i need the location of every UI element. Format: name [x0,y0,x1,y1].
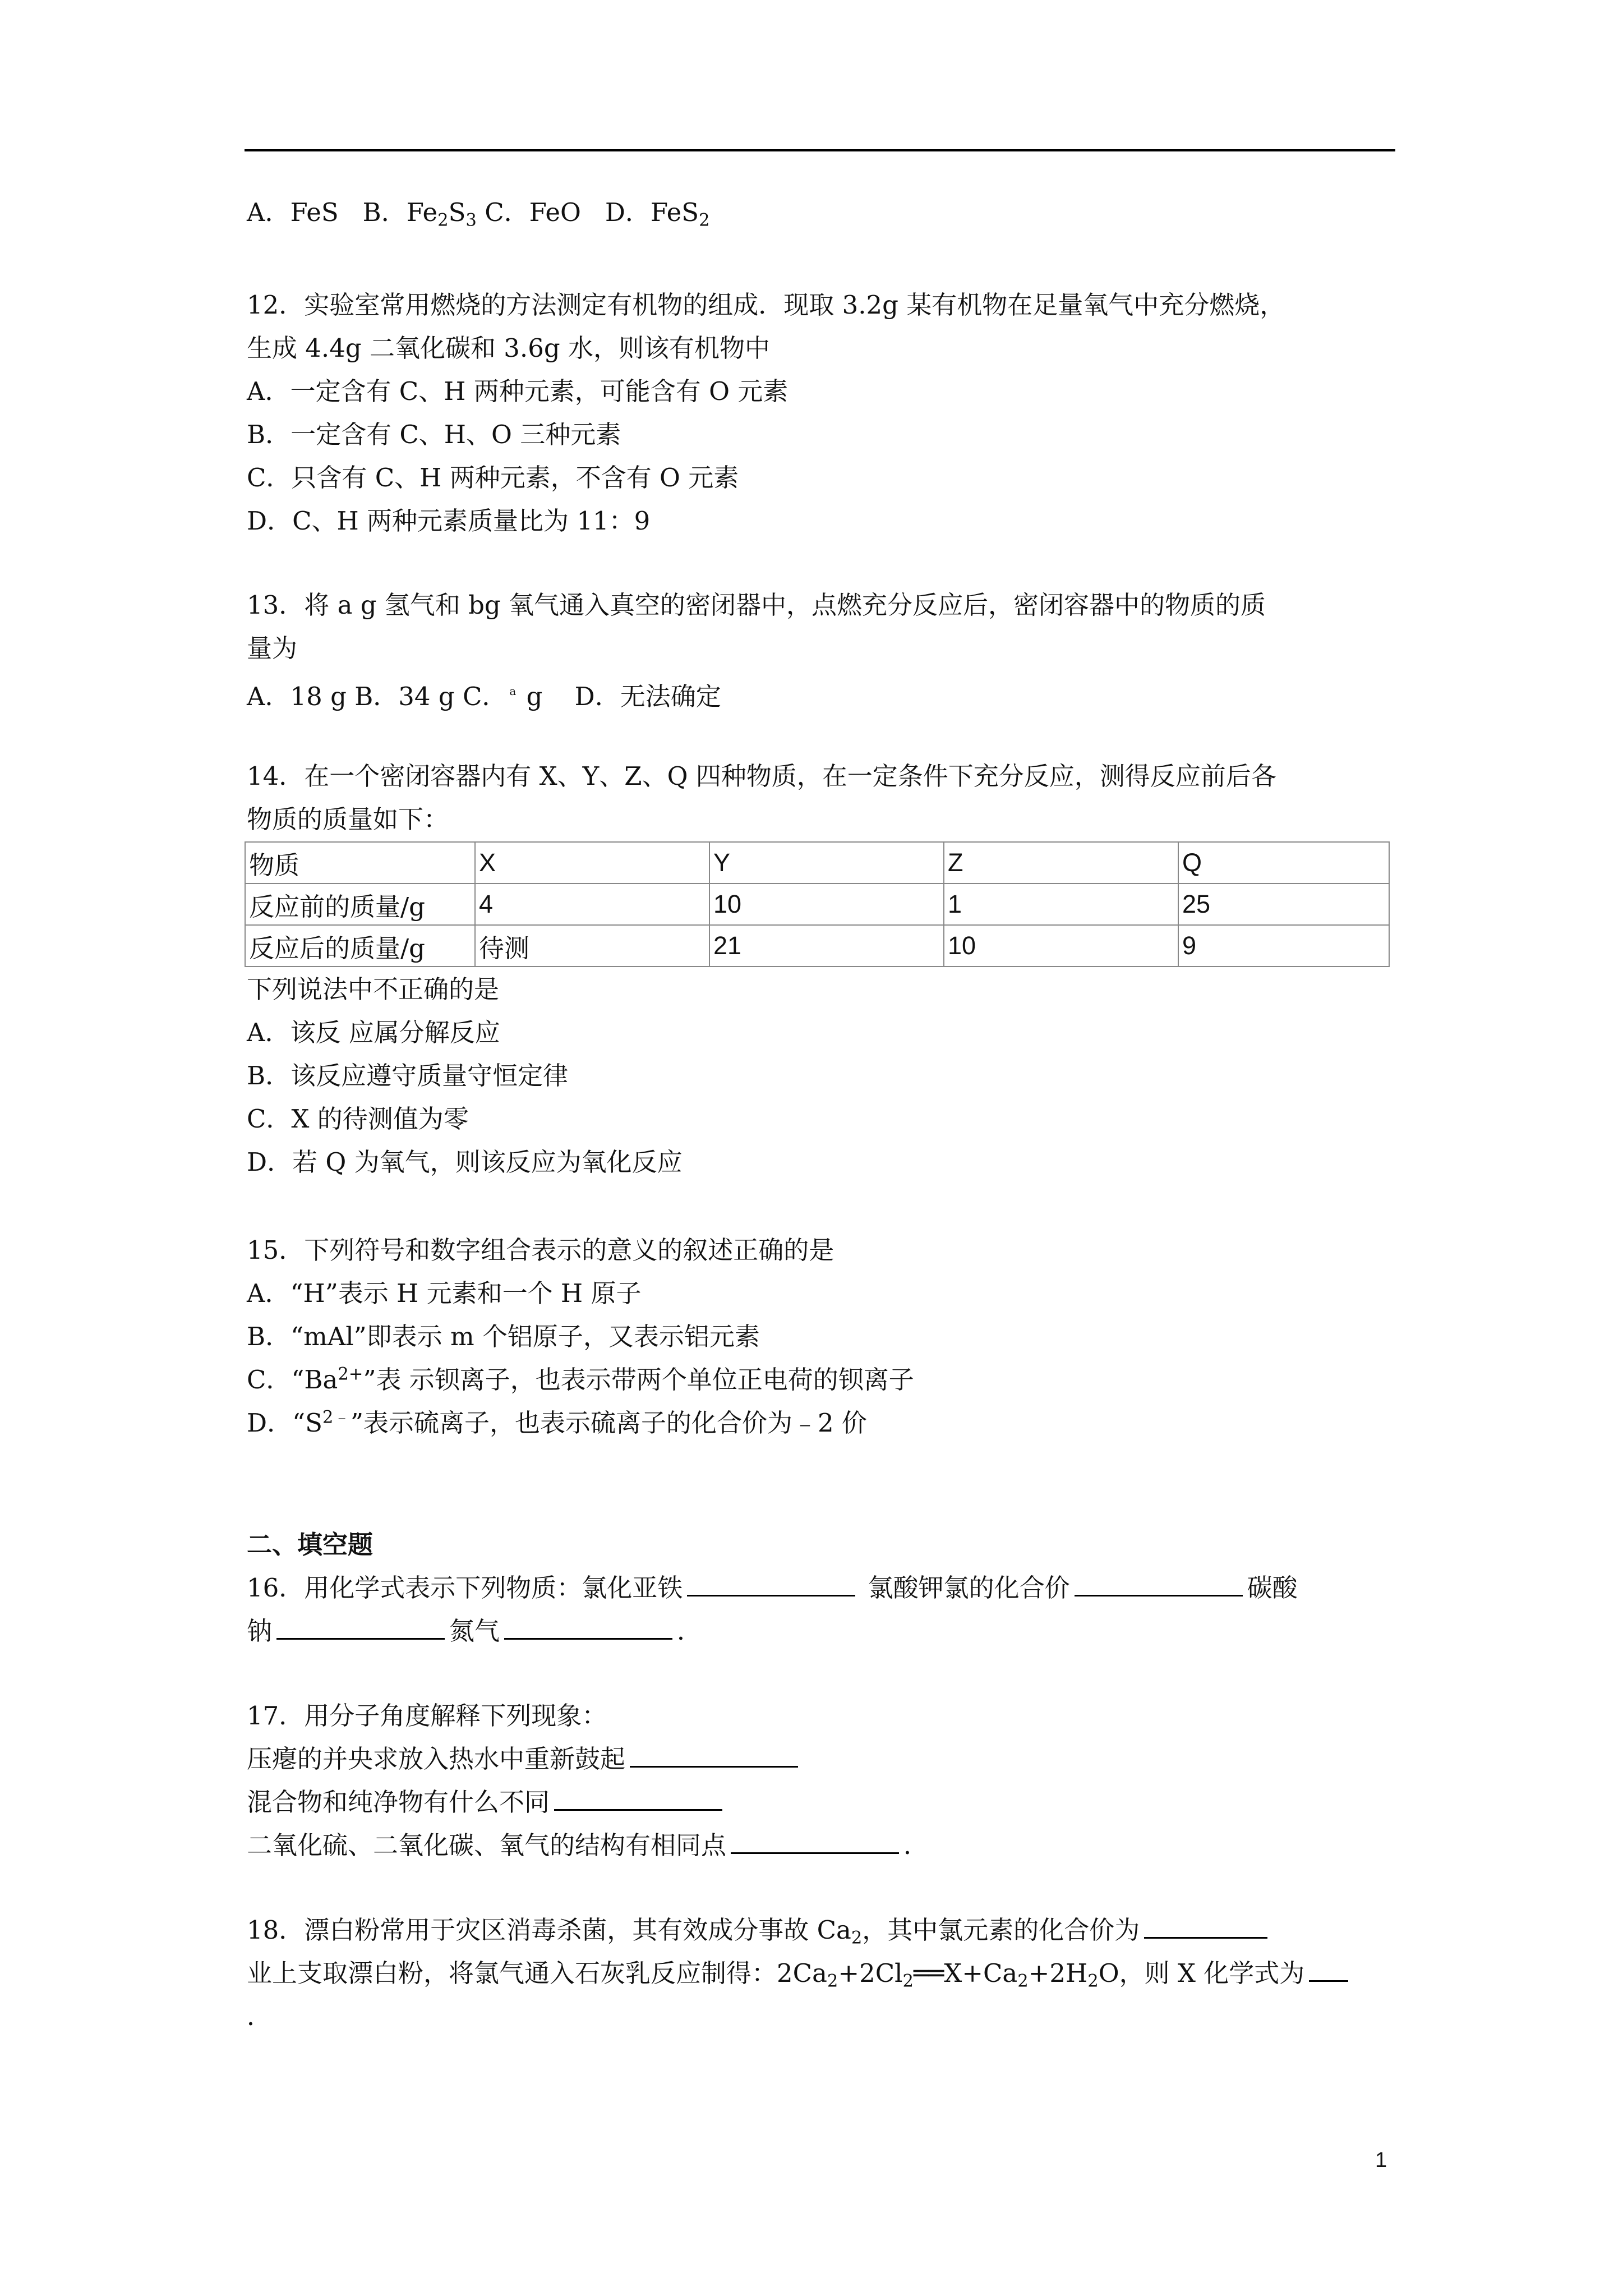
table-header-cell: 物质 [245,842,475,884]
question-13 [247,583,1402,713]
q11-options [247,191,1402,234]
table-cell: 25 [1178,884,1389,925]
question-12 [247,283,1402,542]
table-row [245,925,1389,967]
table-header-cell: Z [944,842,1178,884]
table-cell: 1 [944,884,1178,925]
table-cell: 10 [709,884,944,925]
q11-option-c: C．FeO [485,197,581,227]
q14-stem-line2: 物质的质量如下： [247,804,449,834]
q17-item-c: 二氧化硫、二氧化碳、氧气的结构有相同点 ． [247,1830,929,1860]
section-heading: 二、填空题 [247,1530,374,1559]
q11-option-a: A．FeS [247,197,339,227]
q12-stem-line2: 生成 4.4g 二氧化碳和 3.6g 水，则该有机物中 [247,333,770,363]
q14-option-a: A．该反 应属分解反应 [247,1018,500,1047]
header-rule [245,149,1395,151]
q18-line1: 18．漂白粉常用于灾区消毒杀菌，其有效成分事故 $Ca_2$，其中氯元素的化合价为 [247,1908,1402,1952]
answer-blank[interactable] [504,1617,672,1640]
q15-option-d: D．“$S^{2﹣}$”表示硫离子，也表示硫离子的化合价为﹣2 价 [247,1407,867,1438]
q12-option-c: C．只含有 C、H 两种元素，不含有 O 元素 [247,463,739,493]
q12-option-b: B．一定含有 C、H、O 三种元素 [247,420,621,449]
table-cell: 反应前的质量/g [245,884,475,925]
q18-line3: ． [247,2001,273,2031]
answer-blank[interactable] [630,1745,798,1768]
q14-option-d: D．若 Q 为氧气，则该反应为氧化反应 [247,1147,683,1177]
answer-blank[interactable] [1144,1916,1267,1939]
table-header-cell: Q [1178,842,1389,884]
question-14-stem [247,754,1402,841]
question-16 [247,1566,1402,1653]
answer-blank[interactable] [1075,1573,1243,1596]
table-cell: 待测 [475,925,709,967]
q13-options [247,670,1402,713]
answer-blank[interactable] [1309,1959,1348,1982]
table-row [245,884,1389,925]
q13-stem-line1: 13．将 a g 氢气和 bg 氧气通入真空的密闭器中，点燃充分反应后，密闭容器中的物质的质 [247,590,1266,620]
q11-option-b: B．$Fe_2S_3$ [362,197,477,231]
table-header-cell: Y [709,842,944,884]
q13-option-d: D．无法确定 [574,682,721,711]
table-cell: 21 [709,925,944,967]
q14-option-c: C．X 的待测值为零 [247,1104,469,1134]
question-14-options [247,968,1402,1184]
q18-line2: 业上支取漂白粉，将氯气通入石灰乳反应制得：$2Ca_2+2Cl_2══X+Ca_2+2H_2O$，则 X 化学式为 [247,1952,1402,1995]
q14-option-b: B．该反应遵守质量守恒定律 [247,1061,569,1091]
q14-stem-line1: 14．在一个密闭容器内有 X、Y、Z、Q 四种物质，在一定条件下充分反应，测得反应前后各 [247,761,1276,791]
q16-line2: 钠 氮气 ． [247,1616,703,1646]
q13-option-c: C． a g [462,682,543,711]
q15-option-b: B．“mAl”即表示 m 个铝原子，又表示铝元素 [247,1322,760,1351]
question-15 [247,1228,1402,1444]
q17-item-b: 混合物和纯净物有什么不同 [247,1780,1402,1824]
q15-option-c: C．“$Ba^{2+}$”表 示钡离子，也表示带两个单位正电荷的钡离子 [247,1364,914,1395]
table-cell: 反应后的质量/g [245,925,475,967]
q15-stem: 15．下列符号和数字组合表示的意义的叙述正确的是 [247,1235,834,1265]
q12-stem-line1: 12．实验室常用燃烧的方法测定有机物的组成．现取 3.2g 某有机物在足量氧气中充分燃烧， [247,290,1285,320]
q11-option-d: D．FeS$_2$ [605,197,710,231]
answer-blank[interactable] [731,1831,899,1854]
table-header-cell: X [475,842,709,884]
q14-prompt: 下列说法中不正确的是 [247,974,500,1004]
answer-blank[interactable] [276,1617,445,1640]
q17-item-a: 压瘪的并央求放入热水中重新鼓起 [247,1737,1402,1780]
table-cell: 9 [1178,925,1389,967]
q17-stem: 17．用分子角度解释下列现象： [247,1701,607,1731]
question-17 [247,1694,1402,1867]
q15-option-a: A．“H”表示 H 元素和一个 H 原子 [247,1278,642,1308]
q16-line1: 16．用化学式表示下列物质：氯化亚铁 氯酸钾氯的化合价 碳酸 [247,1573,1298,1603]
q13-stem-line2: 量为 [247,633,298,663]
answer-blank[interactable] [687,1573,855,1596]
table-cell: 10 [944,925,1178,967]
q13-option-a: A．18 g [247,682,347,711]
q13-option-b: B．34 g [354,682,455,711]
q14-mass-table [245,841,1390,967]
page-number: 1 [1375,2148,1387,2172]
q12-option-d: D．C、H 两种元素质量比为 11：9 [247,506,651,536]
q12-option-a: A．一定含有 C、H 两种元素，可能含有 O 元素 [247,376,789,406]
answer-blank[interactable] [554,1788,722,1811]
table-cell: 4 [475,884,709,925]
table-row [245,842,1389,884]
question-18 [247,1908,1402,2038]
